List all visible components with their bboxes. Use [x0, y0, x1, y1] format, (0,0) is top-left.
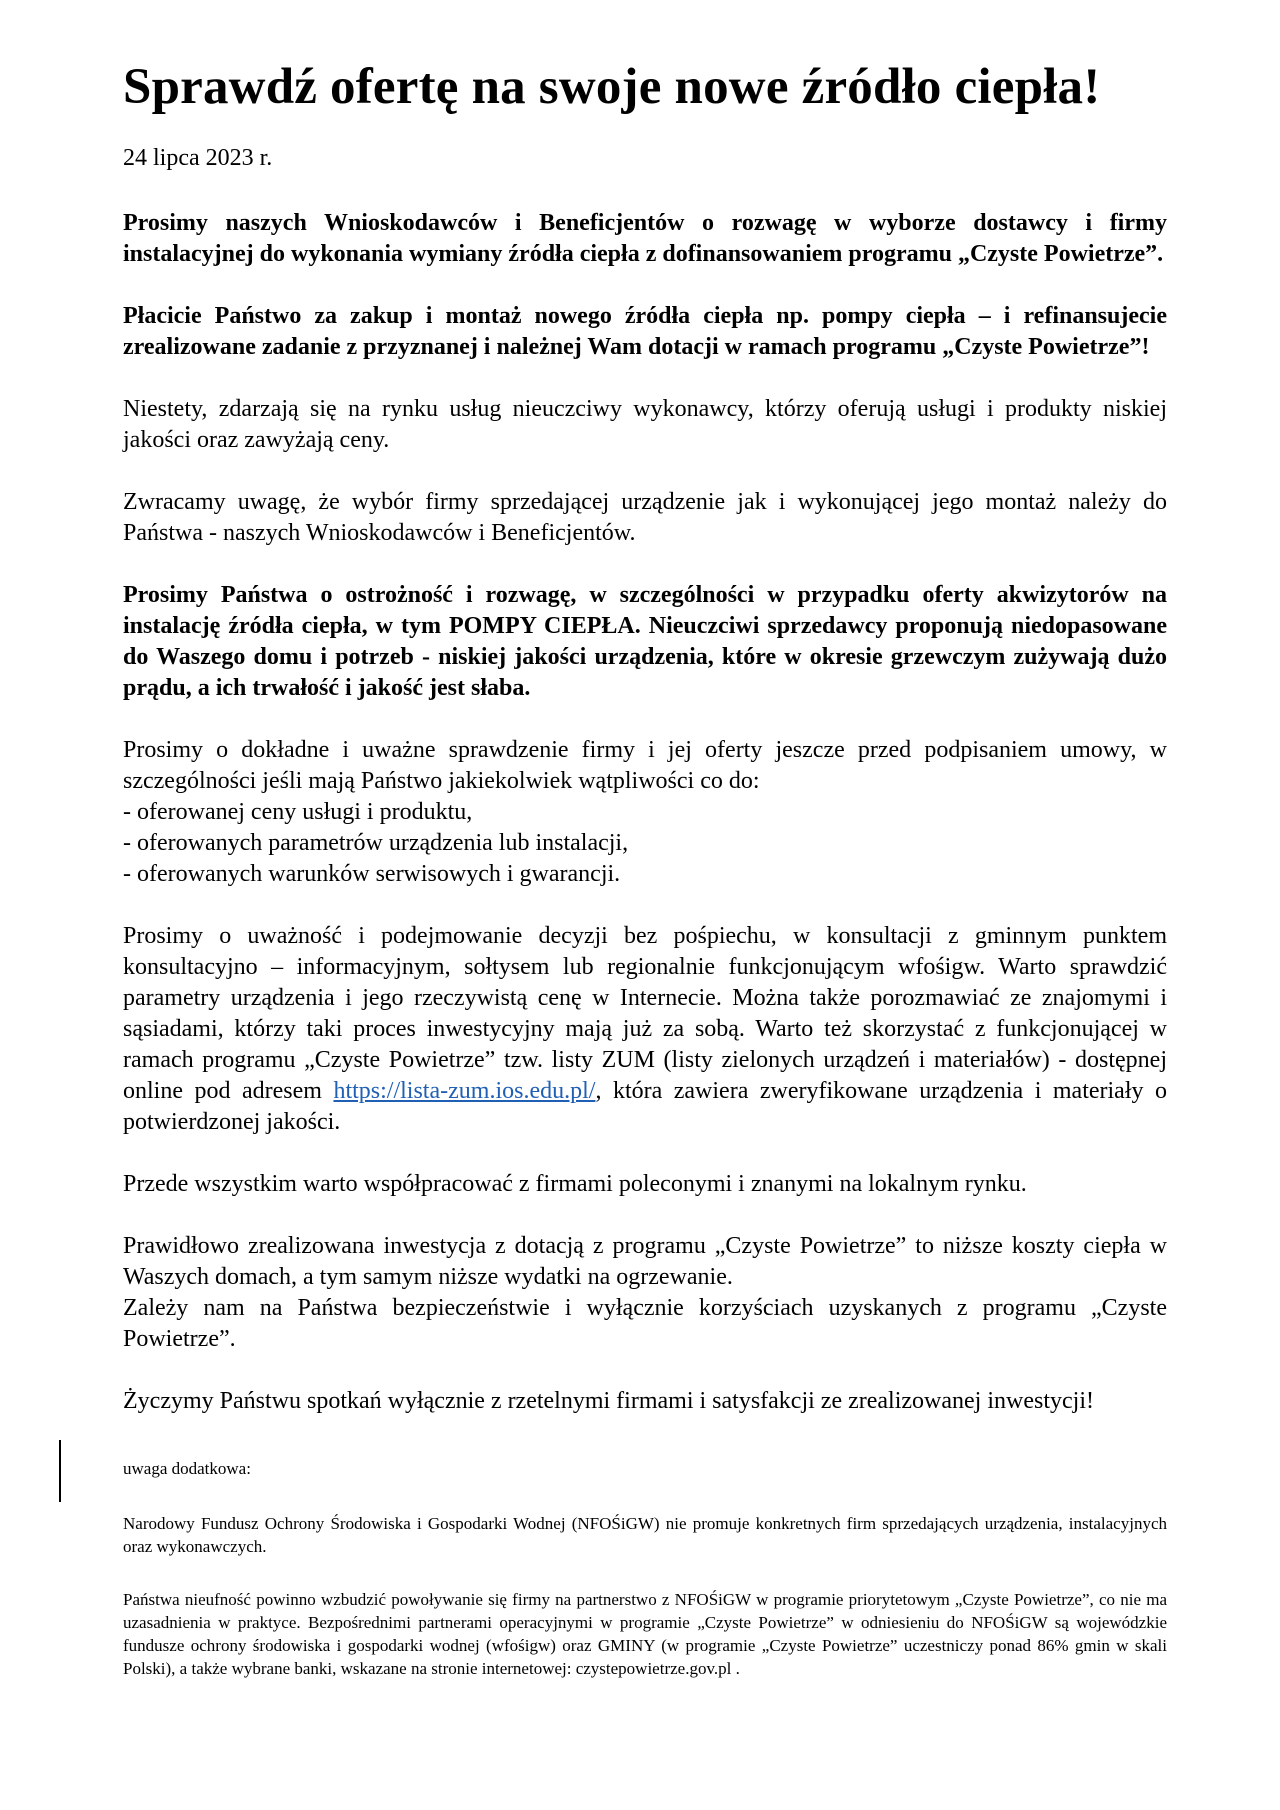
paragraph-caution-warning: Prosimy Państwa o ostrożność i rozwagę, w szczególności w przypadku oferty akwizytorów na instalację źródła ciepła, w tym POMPY CIEPŁA. Nieuczciwi sprzedawcy proponują niedopasowane do Waszego domu i potrzeb - niskiej jakości urządzenia, które w okresie grzewczym zużywają dużo prądu, a ich trwałość i jakość jest słaba.	[123, 581, 1167, 701]
paragraph-verification	[123, 735, 1167, 890]
document-page	[123, 58, 1167, 1680]
list-item: - oferowanych warunków serwisowych i gwarancji.	[123, 860, 621, 887]
list-item: - oferowanych parametrów urządzenia lub instalacji,	[123, 829, 629, 856]
paragraph-wishes: Życzymy Państwu spotkań wyłącznie z rzetelnymi firmami i satysfakcji ze zrealizowanej inwestycji!	[123, 1387, 1094, 1414]
paragraph-dishonest-contractors: Niestety, zdarzają się na rynku usług nieuczciwy wykonawcy, którzy oferują usługi i produkty niskiej jakości oraz zawyżają ceny.	[123, 395, 1167, 453]
advice-text-end: , która zawiera zweryfikowane urządzenia i materiały o potwierdzonej jakości.	[123, 1077, 1167, 1135]
note-partnership: Państwa nieufność powinno wzbudzić powoływanie się firmy na partnerstwo z NFOŚiGW w programie priorytetowym „Czyste Powietrze”, co nie ma uzasadnienia w praktyce. Bezpośrednimi partnerami operacyjnymi w programie „Czyste Powietrze” w odniesieniu do NFOŚiGW są wojewódzkie fundusze ochrony środowiska i gospodarki wodnej (wfośigw) oraz GMINY (w programie „Czyste Powietrze” uczestniczy ponad 86% gmin w skali Polski), a także wybrane banki, wskazane na stronie internetowej: czystepowietrze.gov.pl .	[123, 1589, 1167, 1678]
doubts-list	[123, 797, 1167, 890]
document-date: 24 lipca 2023 r.	[123, 144, 273, 171]
note-label: uwaga dodatkowa:	[123, 1458, 251, 1478]
note-nfosigw: Narodowy Fundusz Ochrony Środowiska i Gospodarki Wodnej (NFOŚiGW) nie promuje konkretnych firm sprzedających urządzenia, instalacyjnych oraz wykonawczych.	[123, 1513, 1167, 1556]
safety-text: Zależy nam na Państwa bezpieczeństwie i wyłącznie korzyściach uzyskanych z programu „Czyste Powietrze”.	[123, 1294, 1167, 1352]
list-item: - oferowanej ceny usługi i produktu,	[123, 798, 473, 825]
paragraph-advice	[123, 921, 1167, 1138]
benefits-text: Prawidłowo zrealizowana inwestycja z dotacją z programu „Czyste Powietrze” to niższe koszty ciepła w Waszych domach, a tym samym niższe wydatki na ogrzewanie.	[123, 1232, 1167, 1290]
paragraph-benefits	[123, 1231, 1167, 1355]
paragraph-request: Prosimy naszych Wnioskodawców i Beneficjentów o rozwagę w wyborze dostawcy i firmy instalacyjnej do wykonania wymiany źródła ciepła z dofinansowaniem programu „Czyste Powietrze”.	[123, 209, 1167, 267]
paragraph-choice-notice: Zwracamy uwagę, że wybór firmy sprzedającej urządzenie jak i wykonującej jego montaż należy do Państwa - naszych Wnioskodawców i Beneficjentów.	[123, 488, 1167, 546]
advice-text: Prosimy o uważność i podejmowanie decyzji bez pośpiechu, w konsultacji z gminnym punktem konsultacyjno – informacyjnym, sołtysem lub regionalnie funkcjonującym wfośigw. Warto sprawdzić parametry urządzenia i jego rzeczywistą cenę w Internecie. Można także porozmawiać ze znajomymi i sąsiadami, którzy taki proces inwestycyjny mają już za sobą. Warto też skorzystać z funkcjonującej w ramach programu „Czyste Powietrze” tzw. listy ZUM (listy zielonych urządzeń i materiałów) - dostępnej online pod adresem	[123, 922, 1167, 1104]
paragraph-payment: Płacicie Państwo za zakup i montaż nowego źródła ciepła np. pompy ciepła – i refinansujecie zrealizowane zadanie z przyznanej i należnej Wam dotacji w ramach programu „Czyste Powietrze”!	[123, 302, 1167, 360]
document-title: Sprawdź ofertę na swoje nowe źródło ciepła!	[123, 59, 1101, 115]
lista-zum-link[interactable]: https://lista-zum.ios.edu.pl/	[333, 1077, 596, 1104]
paragraph-local-firms: Przede wszystkim warto współpracować z firmami poleconymi i znanymi na lokalnym rynku.	[123, 1170, 1027, 1197]
verification-intro: Prosimy o dokładne i uważne sprawdzenie firmy i jej oferty jeszcze przed podpisaniem umowy, w szczególności jeśli mają Państwo jakiekolwiek wątpliwości co do:	[123, 736, 1167, 794]
margin-change-bar	[59, 1440, 61, 1502]
